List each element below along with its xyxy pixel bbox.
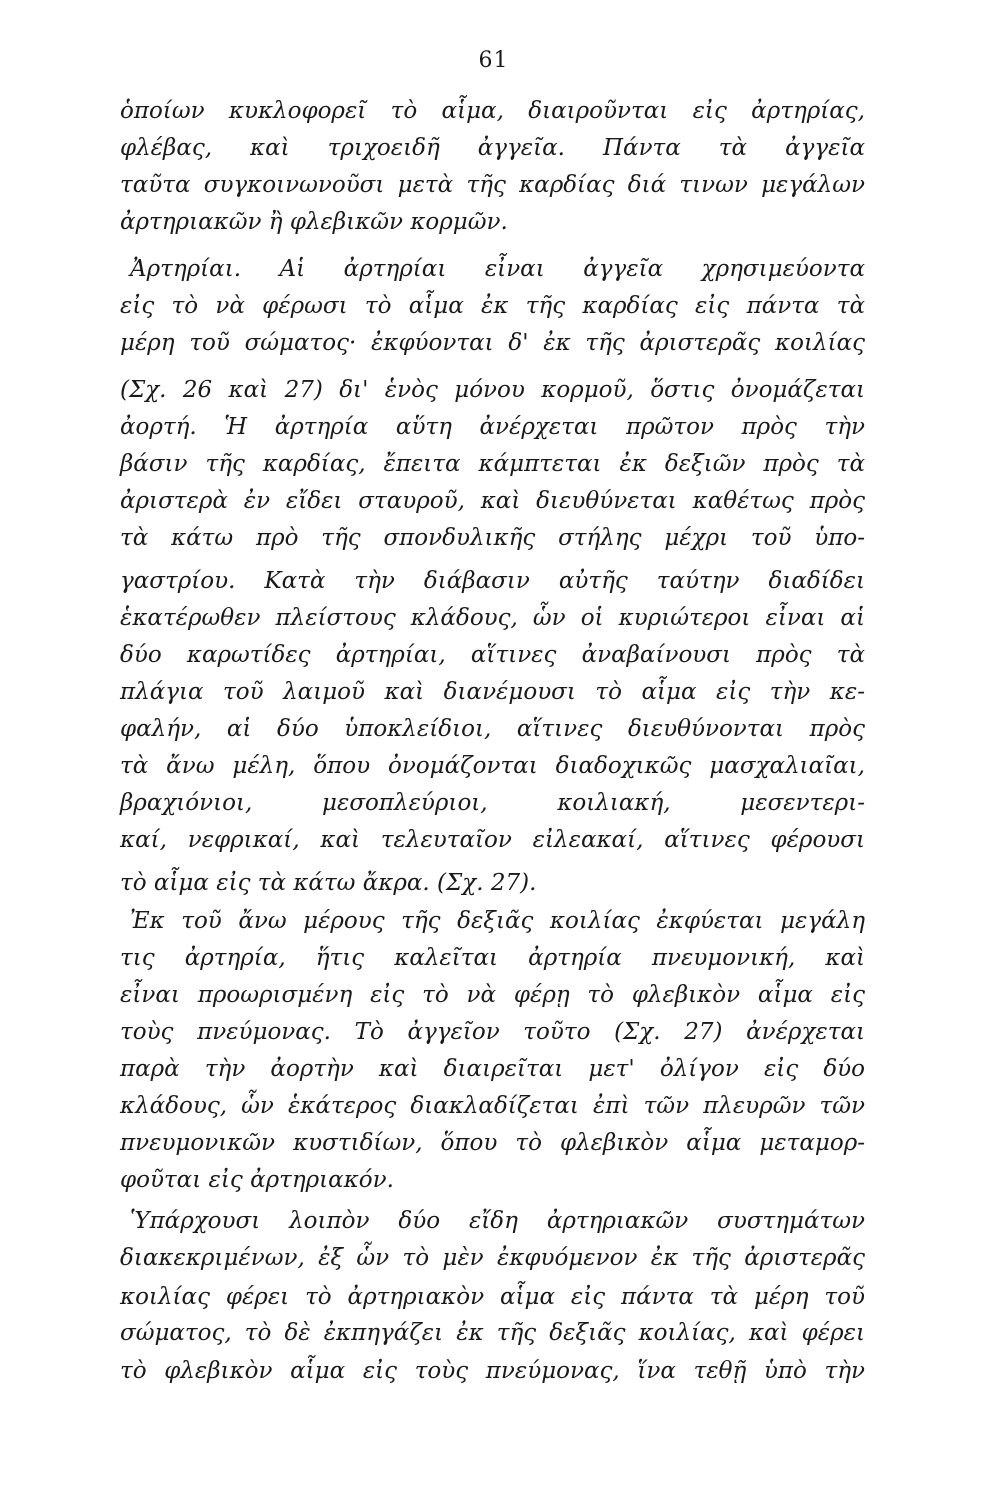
text-line-20: καί, νεφρικαί, καὶ τελευταῖον εἰλεακαί, αἵτινες φέρουσι (120, 827, 865, 853)
text-line-29: φοῦται εἰς ἀρτηριακόν. (120, 1167, 394, 1193)
text-line-6: εἰς τὸ νὰ φέρωσι τὸ αἷμα ἐκ τῆς καρδίας εἰς πάντα τὰ (120, 293, 865, 319)
text-line-19: βραχιόνιοι, μεσοπλεύριοι, κοιλιακή, μεσεντερι- (120, 790, 865, 816)
text-line-17: φαλήν, αἱ δύο ὑποκλείδιοι, αἵτινες διευθύνονται πρὸς (120, 716, 865, 742)
text-line-14: ἑκατέρωθεν πλείστους κλάδους, ὧν οἱ κυριώτεροι εἶναι αἱ (120, 605, 865, 631)
text-line-16: πλάγια τοῦ λαιμοῦ καὶ διανέμουσι τὸ αἷμα εἰς τὴν κε- (120, 679, 865, 705)
text-line-30: Ὑπάρχουσι λοιπὸν δύο εἴδη ἀρτηριακῶν συστημάτων (130, 1208, 865, 1234)
text-line-32: κοιλίας φέρει τὸ ἀρτηριακὸν αἷμα εἰς πάντα τὰ μέρη τοῦ (120, 1284, 865, 1310)
text-line-11: ἀριστερὰ ἐν εἴδει σταυροῦ, καὶ διευθύνεται καθέτως πρὸς (120, 488, 865, 514)
text-line-23: τις ἀρτηρία, ἥτις καλεῖται ἀρτηρία πνευμονική, καὶ (120, 945, 865, 971)
text-line-13: γαστρίου. Κατὰ τὴν διάβασιν αὐτῆς ταύτην διαδίδει (120, 568, 865, 594)
text-line-33: σώματος, τὸ δὲ ἐκπηγάζει ἐκ τῆς δεξιᾶς κοιλίας, καὶ φέρει (120, 1320, 865, 1346)
text-line-2: φλέβας, καὶ τριχοειδῆ ἀγγεῖα. Πάντα τὰ ἀγγεῖα (120, 135, 865, 161)
text-line-1: ὁποίων κυκλοφορεῖ τὸ αἷμα, διαιροῦνται εἰς ἀρτηρίας, (120, 98, 865, 124)
text-line-28: πνευμονικῶν κυστιδίων, ὅπου τὸ φλεβικὸν αἷμα μεταμορ- (120, 1130, 865, 1156)
text-line-10: βάσιν τῆς καρδίας, ἔπειτα κάμπτεται ἐκ δεξιῶν πρὸς τὰ (120, 451, 865, 477)
text-line-27: κλάδους, ὧν ἑκάτερος διακλαδίζεται ἐπὶ τῶν πλευρῶν τῶν (120, 1093, 865, 1119)
text-line-21: τὸ αἷμα εἰς τὰ κάτω ἄκρα. (Σχ. 27). (120, 870, 537, 896)
text-line-15: δύο καρωτίδες ἀρτηρίαι, αἵτινες ἀναβαίνουσι πρὸς τὰ (120, 642, 865, 668)
page-number: 61 (478, 48, 509, 73)
text-line-26: παρὰ τὴν ἀορτὴν καὶ διαιρεῖται μετ' ὀλίγον εἰς δύο (120, 1056, 865, 1082)
text-line-7: μέρη τοῦ σώματος· ἐκφύονται δ' ἐκ τῆς ἀριστερᾶς κοιλίας (120, 330, 865, 356)
text-line-5: Ἀρτηρίαι. Αἱ ἀρτηρίαι εἶναι ἀγγεῖα χρησιμεύοντα (130, 256, 865, 282)
text-line-31: διακεκριμένων, ἐξ ὧν τὸ μὲν ἐκφυόμενον ἐκ τῆς ἀριστερᾶς (120, 1245, 865, 1271)
text-line-34: τὸ φλεβικὸν αἷμα εἰς τοὺς πνεύμονας, ἵνα τεθῇ ὑπὸ τὴν (120, 1358, 865, 1384)
text-line-8: (Σχ. 26 καὶ 27) δι' ἑνὸς μόνου κορμοῦ, ὅστις ὀνομάζεται (120, 377, 865, 403)
text-line-4: ἀρτηριακῶν ἢ φλεβικῶν κορμῶν. (120, 209, 508, 235)
text-line-9: ἀορτή. Ἡ ἀρτηρία αὕτη ἀνέρχεται πρῶτον πρὸς τὴν (120, 414, 865, 440)
text-line-18: τὰ ἄνω μέλη, ὅπου ὀνομάζονται διαδοχικῶς μασχαλιαῖαι, (120, 753, 865, 779)
text-line-3: ταῦτα συγκοινωνοῦσι μετὰ τῆς καρδίας διά τινων μεγάλων (120, 172, 865, 198)
text-line-12: τὰ κάτω πρὸ τῆς σπονδυλικῆς στήλης μέχρι τοῦ ὑπο- (120, 525, 865, 551)
text-line-25: τοὺς πνεύμονας. Τὸ ἀγγεῖον τοῦτο (Σχ. 27) ἀνέρχεται (120, 1019, 865, 1045)
text-line-22: Ἐκ τοῦ ἄνω μέρους τῆς δεξιᾶς κοιλίας ἐκφύεται μεγάλη (130, 908, 865, 934)
text-line-24: εἶναι προωρισμένη εἰς τὸ νὰ φέρῃ τὸ φλεβικὸν αἷμα εἰς (120, 982, 865, 1008)
